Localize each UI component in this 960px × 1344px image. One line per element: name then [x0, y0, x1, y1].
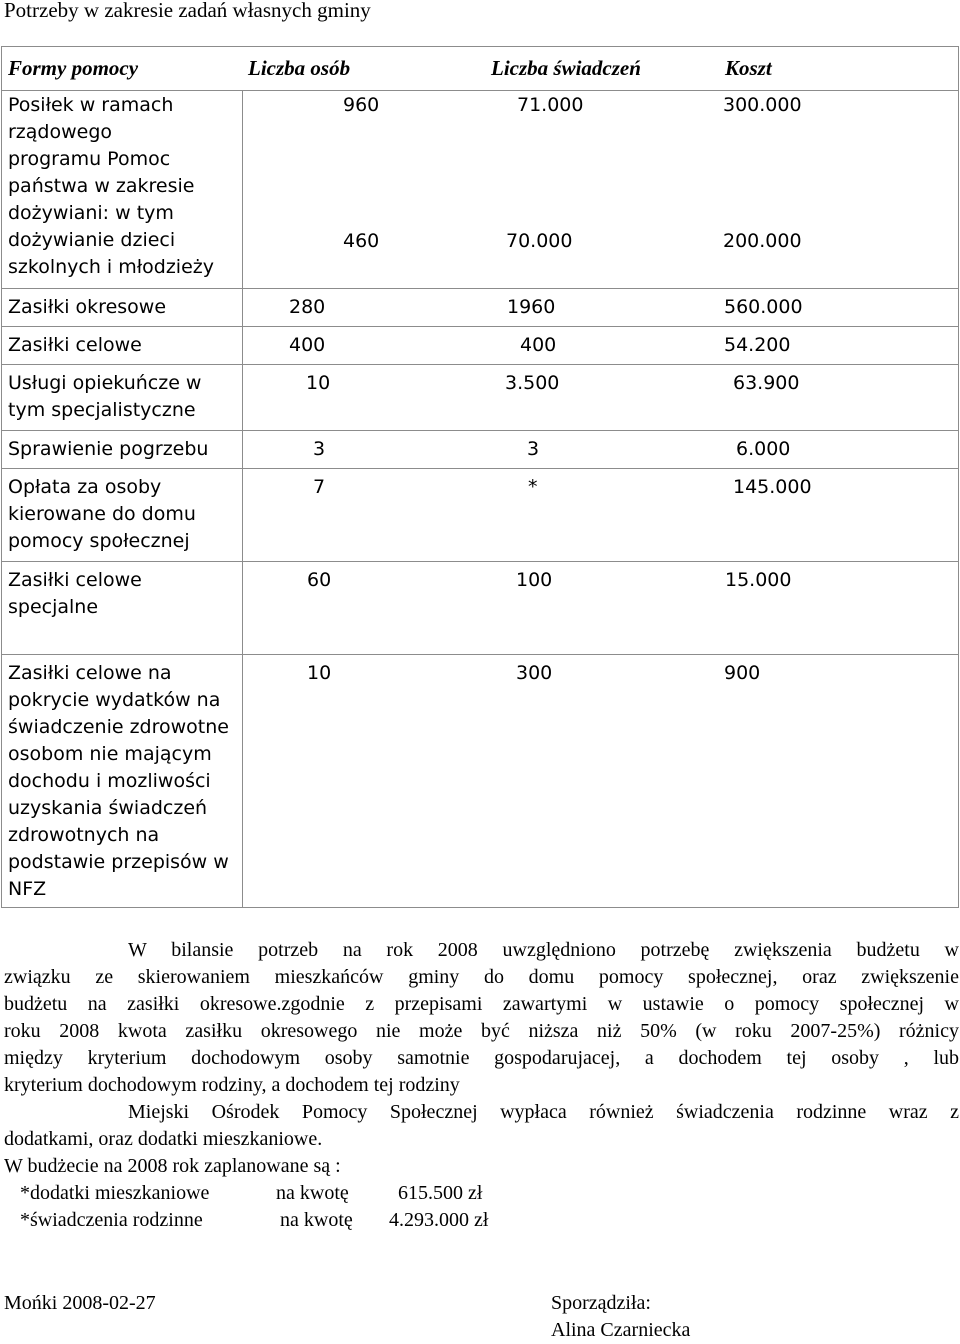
form-line: osobom nie mającym — [8, 743, 212, 765]
form-line: specjalne — [8, 596, 99, 618]
budget-item-label: na kwotę — [276, 1182, 349, 1204]
cell-cost: 6.000 — [736, 438, 791, 460]
form-line: świadczenie zdrowotne — [8, 716, 229, 738]
text-line: W bilansie potrzeb na rok 2008 uwzględniono potrzebę zwiększenia budżetu w — [128, 939, 959, 961]
text-line: dodatkami, oraz dodatki mieszkaniowe. — [4, 1128, 323, 1150]
form-line: Opłata za osoby — [8, 476, 162, 498]
form-line: rządowego — [8, 121, 113, 143]
form-line: dochodu i mozliwości — [8, 770, 211, 792]
cell-persons: 60 — [307, 569, 332, 591]
cell-persons: 280 — [289, 296, 326, 318]
table-left-border — [1, 46, 2, 908]
budget-item-amount: 4.293.000 zł — [389, 1209, 489, 1231]
cell-cost: 300.000 — [723, 94, 802, 116]
cell-persons: 460 — [343, 230, 380, 252]
budget-item-amount: 615.500 zł — [398, 1182, 483, 1204]
table-row-form — [8, 370, 236, 424]
cell-form: Sprawienie pogrzebu — [8, 438, 209, 460]
header-persons: Liczba osób — [248, 56, 351, 80]
form-line: państwa w zakresie — [8, 175, 195, 197]
table-row-form — [8, 92, 236, 281]
cell-benefits: 400 — [520, 334, 557, 356]
form-line: Zasiłki celowe — [8, 569, 142, 591]
header-benefits: Liczba świadczeń — [491, 56, 641, 80]
prepared-label: Sporządziła: — [551, 1292, 651, 1314]
row-divider — [1, 468, 959, 469]
text-line: Miejski Ośrodek Pomocy Społecznej wypłaca również świadczenia rodzinne wraz z — [128, 1101, 959, 1123]
row-divider — [1, 430, 959, 431]
budget-item-label: na kwotę — [280, 1209, 353, 1231]
form-line: kierowane do domu — [8, 503, 196, 525]
table-right-border — [958, 46, 959, 908]
row-divider — [1, 654, 959, 655]
cell-form: Zasiłki celowe — [8, 334, 142, 356]
cell-cost: 145.000 — [733, 476, 812, 498]
budget-intro: W budżecie na 2008 rok zaplanowane są : — [4, 1155, 341, 1177]
paragraph-mops — [4, 1099, 959, 1153]
form-line: uzyskania świadczeń — [8, 797, 208, 819]
table-row-form — [8, 567, 236, 621]
page-title: Potrzeby w zakresie zadań własnych gminy — [4, 0, 371, 22]
table-top-border — [1, 46, 959, 47]
cell-cost: 63.900 — [733, 372, 800, 394]
row-divider — [1, 326, 959, 327]
cell-cost: 15.000 — [725, 569, 792, 591]
form-line: dożywianie dzieci — [8, 229, 176, 251]
form-line: podstawie przepisów w — [8, 851, 229, 873]
form-line: dożywiani: w tym — [8, 202, 174, 224]
cell-persons: 3 — [313, 438, 326, 460]
table-row-form — [8, 660, 236, 903]
cell-persons: 10 — [307, 662, 332, 684]
cell-benefits: 71.000 — [517, 94, 584, 116]
header-forms: Formy pomocy — [8, 56, 139, 80]
place-date: Mońki 2008-02-27 — [4, 1292, 156, 1314]
form-line: szkolnych i młodzieży — [8, 256, 214, 278]
prepared-name: Alina Czarniecka — [551, 1319, 691, 1341]
cell-benefits: 300 — [516, 662, 553, 684]
form-line: pokrycie wydatków na — [8, 689, 221, 711]
cell-cost: 900 — [724, 662, 761, 684]
table-bottom-border — [1, 907, 959, 908]
header-divider — [1, 90, 959, 91]
form-line: programu Pomoc — [8, 148, 171, 170]
budget-item-name: *dodatki mieszkaniowe — [20, 1182, 210, 1204]
cell-benefits: 1960 — [507, 296, 556, 318]
text-line: kryterium dochodowym rodziny, a dochodem tej rodziny — [4, 1074, 460, 1096]
cell-benefits: 70.000 — [506, 230, 573, 252]
form-line: Posiłek w ramach — [8, 94, 174, 116]
form-line: Zasiłki celowe na — [8, 662, 172, 684]
cell-persons: 7 — [313, 476, 326, 498]
paragraph-budget-needs — [4, 937, 959, 1099]
cell-benefits: 100 — [516, 569, 553, 591]
cell-benefits: 3.500 — [505, 372, 560, 394]
form-line: NFZ — [8, 878, 47, 900]
table-row-form — [8, 474, 236, 555]
cell-cost: 54.200 — [724, 334, 791, 356]
row-divider — [1, 561, 959, 562]
form-line: Usługi opiekuńcze w — [8, 372, 202, 394]
header-cost: Koszt — [725, 56, 772, 80]
text-line: budżetu na zasiłki okresowe.zgodnie z przepisami zawartymi w ustawie o pomocy społecznej w — [4, 993, 959, 1015]
cell-benefits: * — [528, 476, 538, 498]
row-divider — [1, 288, 959, 289]
form-line: zdrowotnych na — [8, 824, 160, 846]
row-divider — [1, 364, 959, 365]
cell-persons: 400 — [289, 334, 326, 356]
cell-form: Zasiłki okresowe — [8, 296, 167, 318]
form-line: tym specjalistyczne — [8, 399, 196, 421]
text-line: między kryterium dochodowym osoby samotnie gospodarujacej, a dochodem tej osoby , lub — [4, 1047, 959, 1069]
cell-cost: 200.000 — [723, 230, 802, 252]
text-line: roku 2008 kwota zasiłku okresowego nie może być niższa niż 50% (w roku 2007-25%) różnicy — [4, 1020, 959, 1042]
cell-persons: 10 — [306, 372, 331, 394]
cell-persons: 960 — [343, 94, 380, 116]
cell-cost: 560.000 — [724, 296, 803, 318]
cell-benefits: 3 — [527, 438, 540, 460]
column-divider — [242, 90, 243, 908]
form-line: pomocy społecznej — [8, 530, 190, 552]
budget-item-name: *świadczenia rodzinne — [20, 1209, 203, 1231]
text-line: związku ze skierowaniem mieszkańców gminy do domu pomocy społecznej, oraz zwiększenie — [4, 966, 959, 988]
